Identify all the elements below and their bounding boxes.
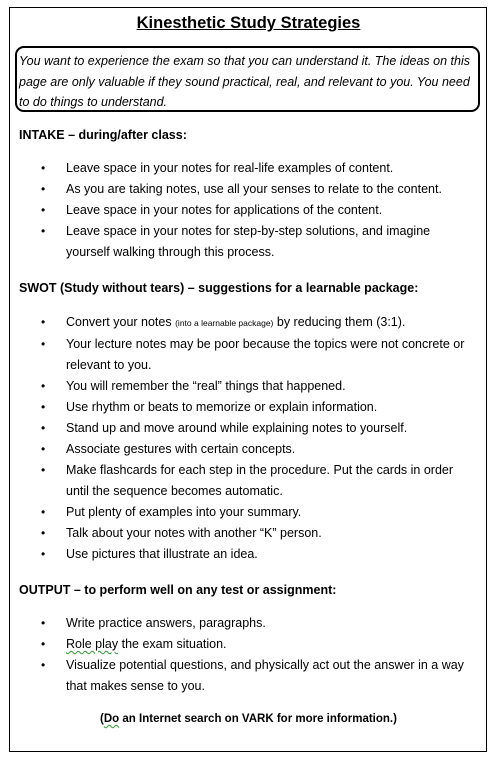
intro-callout: You want to experience the exam so that you can understand it. The ideas on this page are only valuable if they sound practical, real, and relevant to you. You need to do things to understand. <box>15 46 480 112</box>
list-item: • Leave space in your notes for applications of the content. <box>0 200 497 221</box>
bullet-icon: • <box>41 505 46 519</box>
bullet-icon: • <box>41 203 46 217</box>
footer-note: (Do an Internet search on VARK for more information.) <box>100 713 397 725</box>
bullet-icon: • <box>41 526 46 540</box>
list-item: • Use pictures that illustrate an idea. <box>0 544 497 565</box>
list-item: • You will remember the “real” things that happened. <box>0 376 497 397</box>
spellcheck-underlined-text: Do <box>103 713 120 725</box>
bullet-icon: • <box>41 616 46 630</box>
list-item: • Leave space in your notes for step-by-step solutions, and imagine yourself walking through this process. <box>0 221 497 263</box>
bullet-icon: • <box>41 421 46 435</box>
bullet-icon: • <box>41 547 46 561</box>
swot-heading: SWOT (Study without tears) – suggestions for a learnable package: <box>19 281 419 295</box>
list-item: • Convert your notes (into a learnable package) by reducing them (3:1). <box>0 312 497 334</box>
list-item: • Put plenty of examples into your summary. <box>0 502 497 523</box>
bullet-icon: • <box>41 224 46 238</box>
bullet-icon: • <box>41 379 46 393</box>
output-list <box>0 613 497 697</box>
intake-list <box>0 158 497 263</box>
bullet-icon: • <box>41 400 46 414</box>
list-item: • Role play the exam situation. <box>0 634 497 655</box>
bullet-icon: • <box>41 315 46 329</box>
bullet-icon: • <box>41 337 46 351</box>
list-item: • Write practice answers, paragraphs. <box>0 613 497 634</box>
bullet-icon: • <box>41 463 46 477</box>
bullet-icon: • <box>41 442 46 456</box>
list-item: • Associate gestures with certain concepts. <box>0 439 497 460</box>
list-item: • As you are taking notes, use all your senses to relate to the content. <box>0 179 497 200</box>
intake-heading: INTAKE – during/after class: <box>19 128 187 142</box>
list-item: • Make flashcards for each step in the procedure. Put the cards in order until the sequence becomes automatic. <box>0 460 497 502</box>
swot-list <box>0 312 497 565</box>
list-item: • Use rhythm or beats to memorize or explain information. <box>0 397 497 418</box>
list-item: • Talk about your notes with another “K” person. <box>0 523 497 544</box>
bullet-icon: • <box>41 658 46 672</box>
bullet-icon: • <box>41 637 46 651</box>
bullet-icon: • <box>41 161 46 175</box>
bullet-icon: • <box>41 182 46 196</box>
list-item: • Visualize potential questions, and physically act out the answer in a way that makes sense to you. <box>0 655 497 697</box>
list-item: • Your lecture notes may be poor because the topics were not concrete or relevant to you. <box>0 334 497 376</box>
list-item: • Stand up and move around while explaining notes to yourself. <box>0 418 497 439</box>
spellcheck-underlined-text: Role play <box>66 637 119 651</box>
list-item: • Leave space in your notes for real-life examples of content. <box>0 158 497 179</box>
page-title: Kinesthetic Study Strategies <box>136 14 361 32</box>
output-heading: OUTPUT – to perform well on any test or assignment: <box>19 583 337 597</box>
